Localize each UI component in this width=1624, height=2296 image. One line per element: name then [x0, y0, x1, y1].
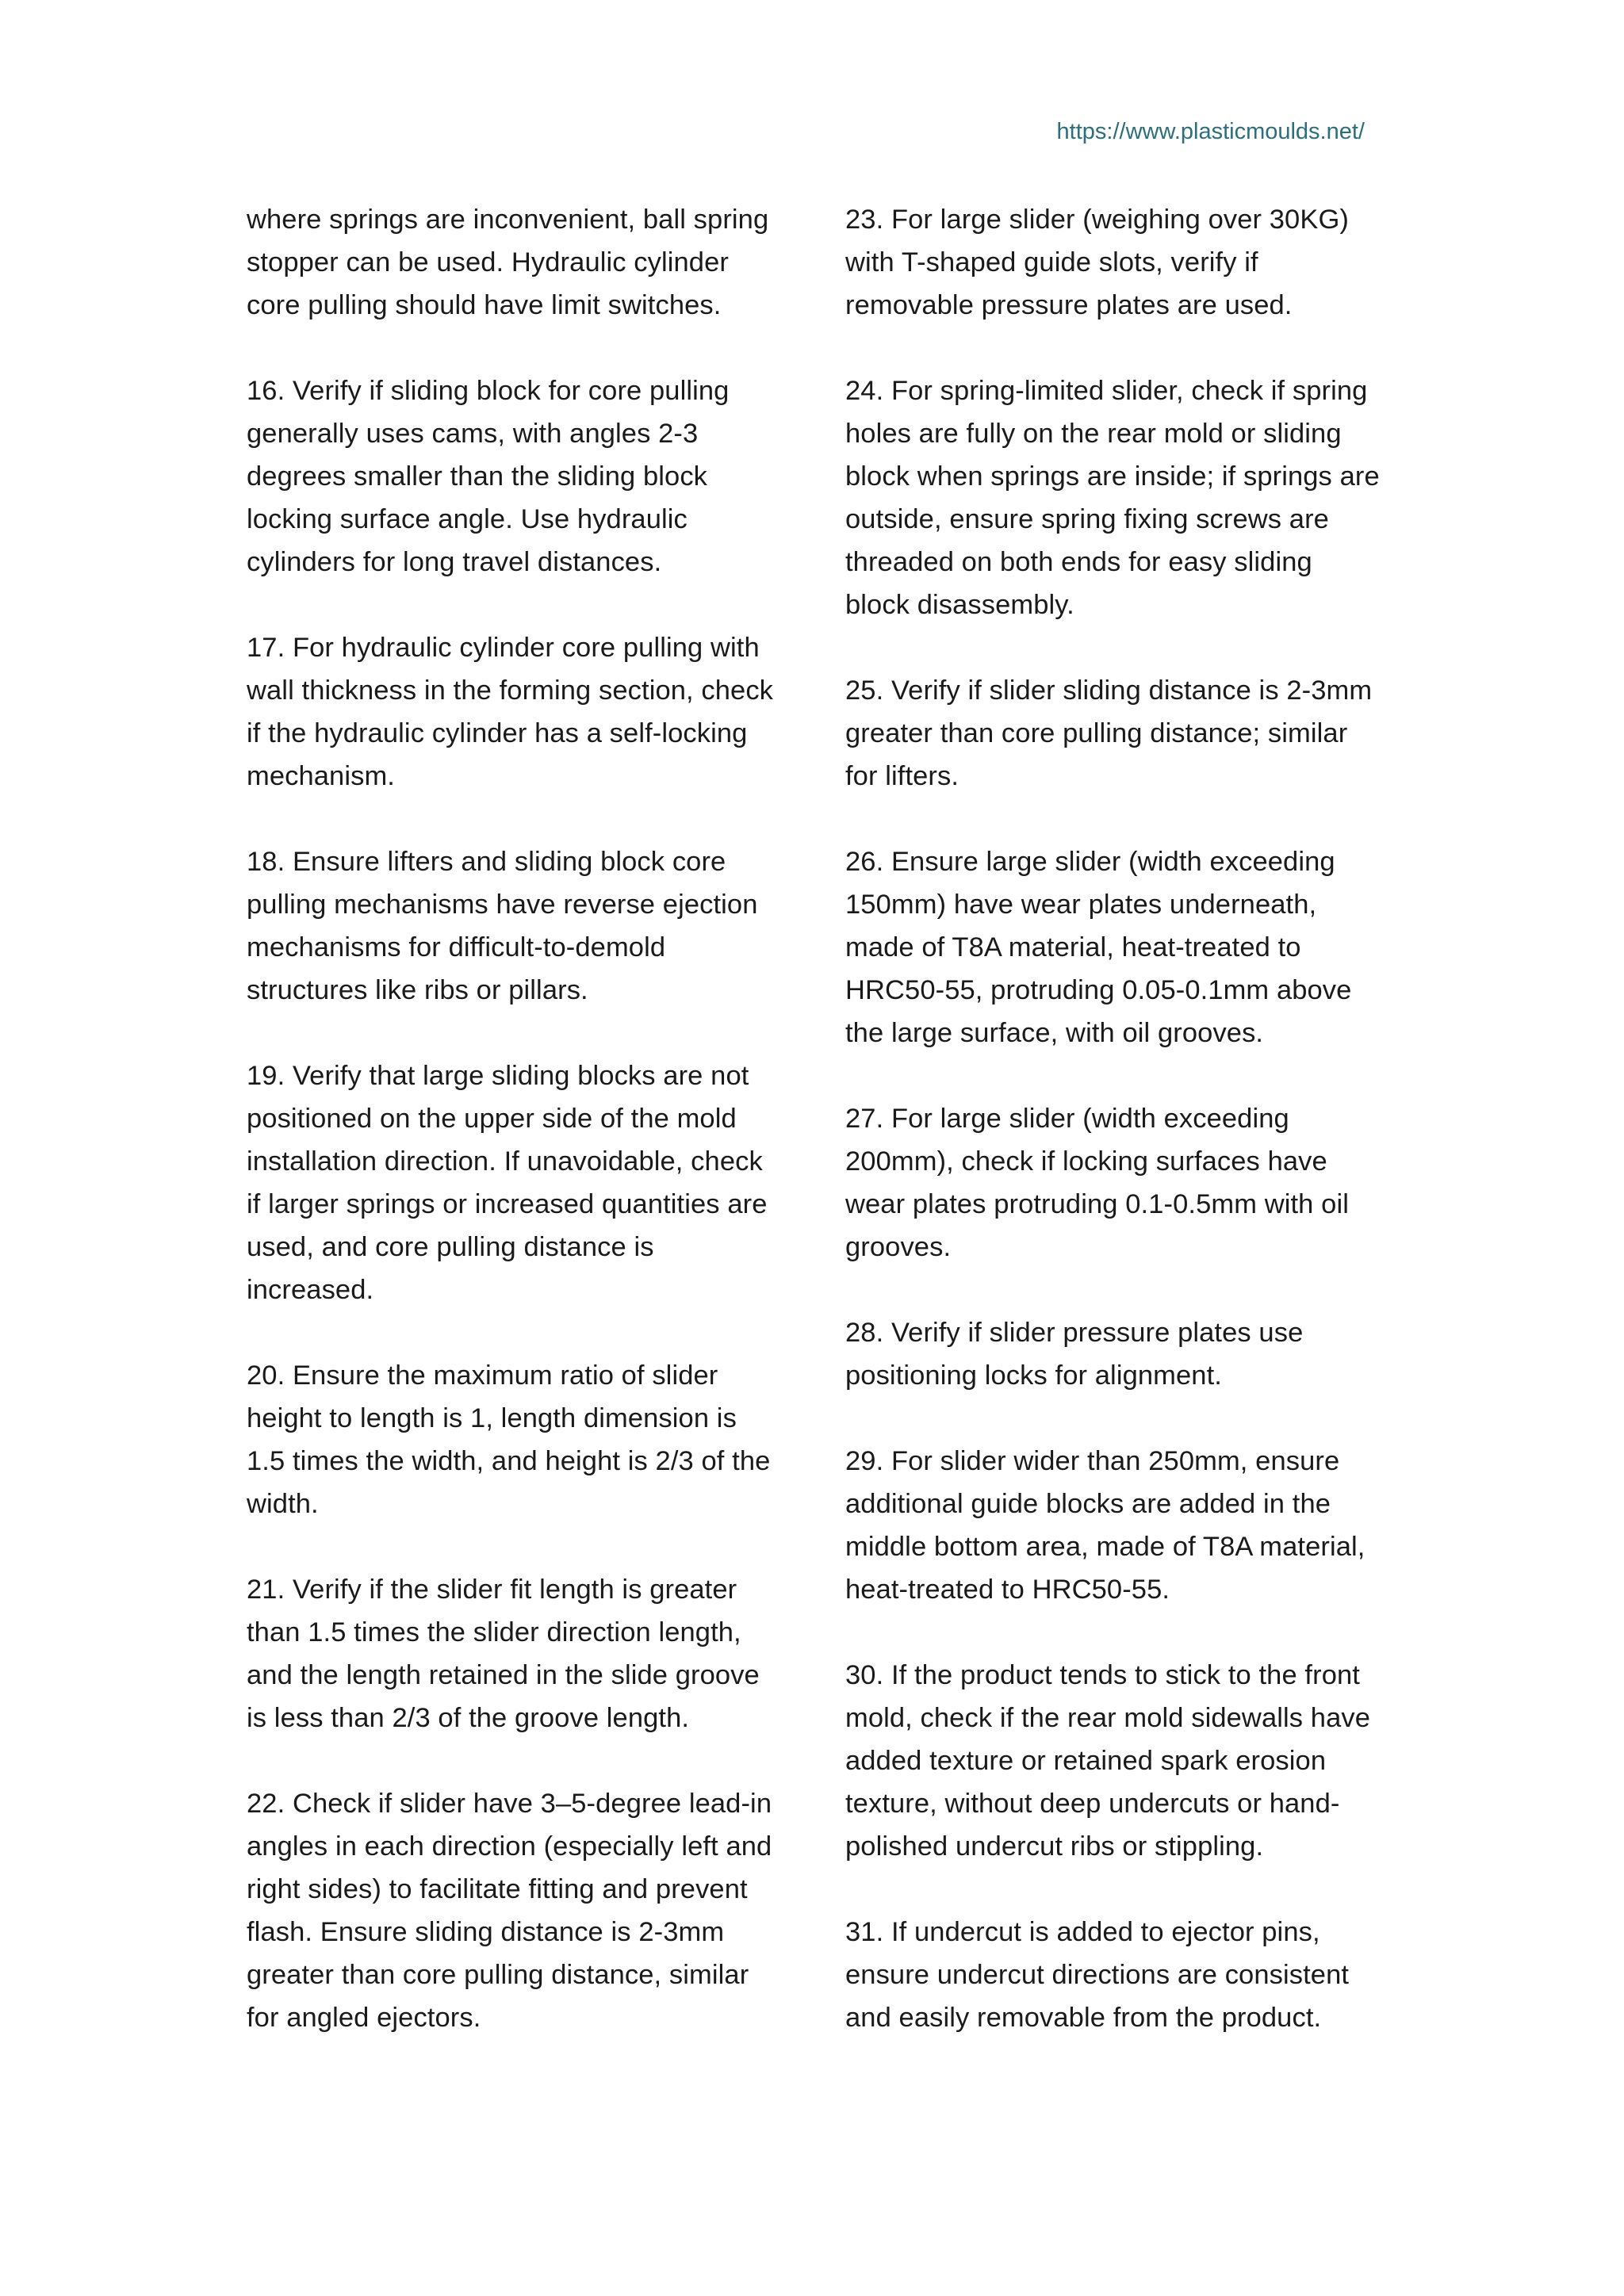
paragraph: 31. If undercut is added to ejector pins, ensure undercut directions are consistent and easily removable from the product.: [845, 1917, 1350, 2033]
paragraph: 28. Verify if slider pressure plates use positioning locks for alignment.: [845, 1318, 1304, 1391]
paragraph: 27. For large slider (width exceeding 200mm), check if locking surfaces have wear plates protruding 0.1-0.5mm with oil grooves.: [845, 1104, 1349, 1262]
paragraph: 30. If the product tends to stick to the front mold, check if the rear mold sidewalls have added texture or retained spark erosion texture, without deep undercuts or hand- polished undercut ribs or stippling.: [845, 1660, 1371, 1862]
left-column: [247, 198, 802, 2082]
paragraph: 22. Check if slider have 3–5-degree lead-in angles in each direction (especially left and right sides) to facilitate fitting and prevent flash. Ensure sliding distance is 2-3mm greater than core pulling distance, similar for angled ejectors.: [247, 1789, 772, 2033]
paragraph: 19. Verify that large sliding blocks are not positioned on the upper side of the mold installation direction. If unavoidable, check if larger springs or increased quantities are used, and core pulling distance is increased.: [247, 1061, 768, 1305]
paragraph: where springs are inconvenient, ball spring stopper can be used. Hydraulic cylinder core pulling should have limit switches.: [247, 205, 769, 320]
paragraph: 29. For slider wider than 250mm, ensure additional guide blocks are added in the middle bottom area, made of T8A material, heat-treated to HRC50-55.: [845, 1446, 1365, 1605]
paragraph: 21. Verify if the slider fit length is greater than 1.5 times the slider direction length, and the length retained in the slide groove is less than 2/3 of the groove length.: [247, 1575, 760, 1733]
paragraph: 26. Ensure large slider (width exceeding 150mm) have wear plates underneath, made of T8A material, heat-treated to HRC50-55, protruding 0.05-0.1mm above the large surface, with oil grooves.: [845, 847, 1352, 1048]
paragraph: 18. Ensure lifters and sliding block core pulling mechanisms have reverse ejection mechanisms for difficult-to-demold structures like ribs or pillars.: [247, 847, 758, 1005]
paragraph: 24. For spring-limited slider, check if spring holes are fully on the rear mold or sliding block when springs are inside; if springs are outside, ensure spring fixing screws are threaded on both ends for easy sliding block disassembly.: [845, 376, 1380, 620]
header-url-link[interactable]: https://www.plasticmoulds.net/: [1056, 119, 1365, 144]
paragraph: 25. Verify if slider sliding distance is 2-3mm greater than core pulling distance; similar for lifters.: [845, 675, 1373, 791]
paragraph: 23. For large slider (weighing over 30KG) with T-shaped guide slots, verify if removable pressure plates are used.: [845, 205, 1349, 320]
paragraph: 16. Verify if sliding block for core pulling generally uses cams, with angles 2-3 degrees smaller than the sliding block locking surface angle. Use hydraulic cylinders for long travel distances.: [247, 376, 730, 577]
right-column: [845, 198, 1400, 2082]
paragraph: 20. Ensure the maximum ratio of slider height to length is 1, length dimension is 1.5 times the width, and height is 2/3 of the width.: [247, 1360, 771, 1519]
paragraph: 17. For hydraulic cylinder core pulling with wall thickness in the forming section, check if the hydraulic cylinder has a self-locking mechanism.: [247, 633, 774, 791]
